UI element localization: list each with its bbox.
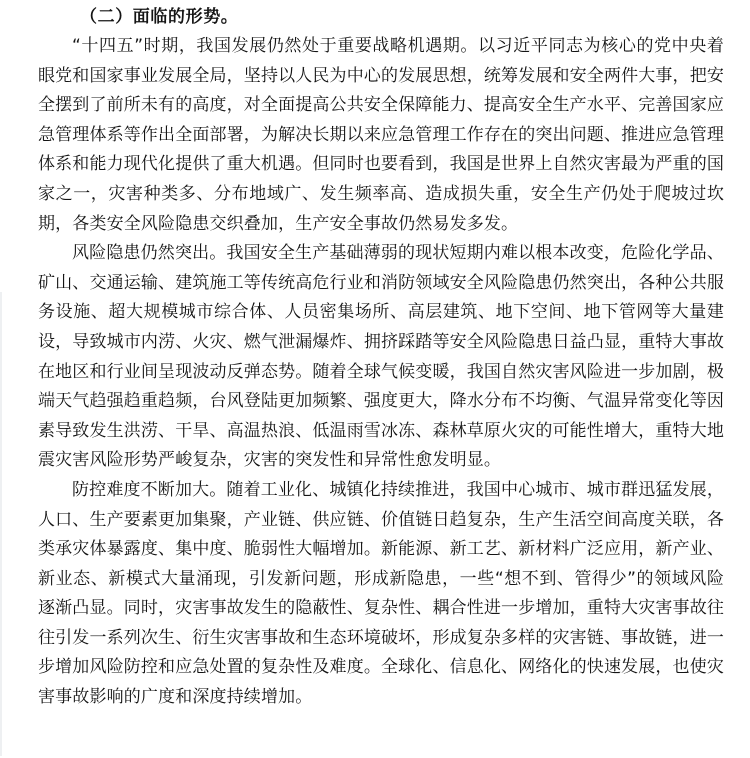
paragraph-body: 随着工业化、城镇化持续推进，我国中心城市、城市群迅猛发展，人口、生产要素更加集聚，产业链、供应链、价值链日趋复杂，生产生活空间高度关联，各类承灾体暴露度、集中度、脆弱性大幅增加。新能源、新工艺、新材料广泛应用，新产业、新业态、新模式大量涌现，引发新问题，形成新隐患，一些“想不到、管得少”的领域风险逐渐凸显。同时，灾害事故发生的隐蔽性、复杂性、耦合性进一步增加，重特大灾害事故往往引发一系列次生、衍生灾害事故和生态环境破坏，形成复杂多样的灾害链、事故链，进一步增加风险防控和应急处置的复杂性及难度。全球化、信息化、网络化的快速发展，也使灾害事故影响的广度和深度持续增加。 xyxy=(38,479,724,708)
paragraph-prevention-difficulty xyxy=(38,476,724,713)
left-edge-divider xyxy=(0,292,2,756)
paragraph-lead: 防控难度不断加大。 xyxy=(72,479,227,500)
paragraph-body: 我国安全生产基础薄弱的现状短期内难以根本改变，危险化学品、矿山、交通运输、建筑施工等传统高危行业和消防领域安全风险隐患仍然突出，各种公共服务设施、超大规模城市综合体、人员密集场所、高层建筑、地下空间、地下管网等大量建设，导致城市内涝、火灾、燃气泄漏爆炸、拥挤踩踏等安全风险隐患日益凸显，重特大事故在地区和行业间呈现波动反弹态势。随着全球气候变暖，我国自然灾害风险进一步加剧，极端天气趋强趋重趋频，台风登陆更加频繁、强度更大，降水分布不均衡、气温异常变化等因素导致发生洪涝、干旱、高温热浪、低温雨雪冰冻、森林草原火灾的可能性增大，重特大地震灾害风险形势严峻复杂，灾害的突发性和异常性愈发明显。 xyxy=(38,243,724,471)
paragraph-risk-hazards xyxy=(38,239,724,476)
paragraph-lead: 风险隐患仍然突出。 xyxy=(72,243,227,264)
section-heading: （二）面临的形势。 xyxy=(80,7,239,27)
paragraph-body: “十四五”时期，我国发展仍然处于重要战略机遇期。以习近平同志为核心的党中央着眼党和国家事业发展全局，坚持以人民为中心的发展思想，统筹发展和安全两件大事，把安全摆到了前所未有的高度，对全面提高公共安全保障能力、提高安全生产水平、完善国家应急管理体系等作出全面部署，为解决长期以来应急管理工作存在的突出问题、推进应急管理体系和能力现代化提供了重大机遇。但同时也要看到，我国是世界上自然灾害最为严重的国家之一，灾害种类多、分布地域广、发生频率高、造成损失重，安全生产仍处于爬坡过坎期，各类安全风险隐患交织叠加，生产安全事故仍然易发多发。 xyxy=(38,36,724,234)
paragraph-overview xyxy=(38,32,724,239)
